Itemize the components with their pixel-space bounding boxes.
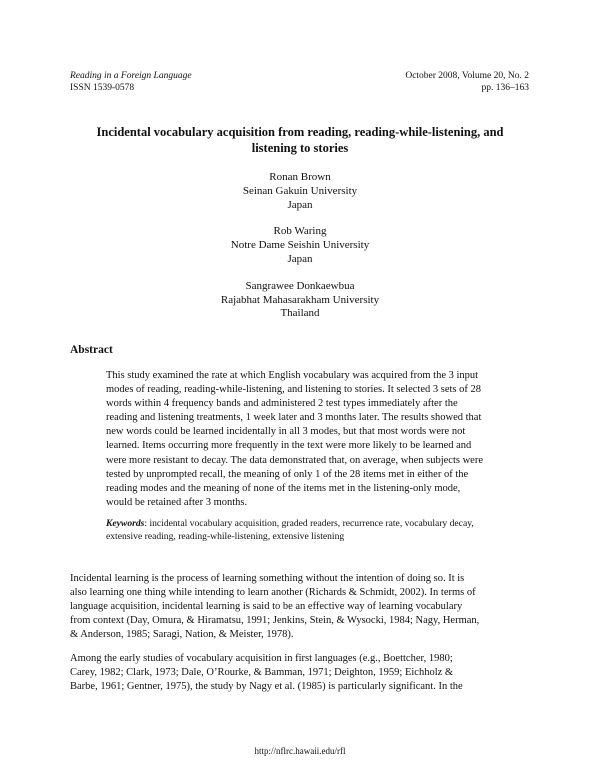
author-affiliation: Seinan Gakuin University: [242, 184, 358, 197]
body-paragraph-2: [70, 652, 532, 694]
paper-title: [70, 124, 530, 156]
paragraph-line: from context (Day, Omura, & Hiramatsu, 1991; Jenkins, Stein, & Wysocki, 1984; Nagy, Herman,: [70, 615, 480, 627]
paragraph-line: Incidental learning is the process of learning something without the intention of doing so. It is: [70, 573, 465, 584]
author-name: Ronan Brown: [269, 171, 331, 183]
footer-url: http://nflrc.hawaii.edu/rfl: [254, 746, 346, 756]
keywords: [106, 517, 534, 543]
paragraph-line: language acquisition, incidental learning is said to be an effective way of learning vocabulary: [70, 601, 463, 613]
abstract-heading: Abstract: [70, 344, 113, 356]
header-left: [70, 70, 192, 94]
header-right: [405, 70, 529, 94]
author-country: Japan: [287, 252, 313, 265]
paragraph-line: Carey, 1982; Clark, 1973; Dale, O’Rourke, & Bamman, 1971; Deighton, 1959; Eichholz &: [70, 667, 454, 679]
abstract-line: were more resistant to decay. The data demonstrated that, on average, when subjects were: [106, 454, 483, 466]
author-country: Japan: [287, 198, 313, 211]
abstract-line: learned. Items occurring more frequently in the text were more likely to be learned and: [106, 440, 472, 452]
issue-info: October 2008, Volume 20, No. 2: [405, 71, 529, 81]
keywords-line-2: extensive reading, reading-while-listening, extensive listening: [106, 531, 345, 542]
abstract-line: reading and listening treatments, 1 week later and 3 months later. The results showed that: [106, 412, 482, 424]
author-affiliation: Notre Dame Seishin University: [230, 239, 370, 252]
abstract-line: This study examined the rate at which English vocabulary was acquired from the 3 input: [106, 370, 479, 381]
abstract-line: reading modes and the meaning of none of the items met in the listening-only mode,: [106, 482, 461, 494]
abstract-line: would be retained after 3 months.: [106, 496, 248, 508]
keywords-text: : incidental vocabulary acquisition, graded readers, recurrence rate, vocabulary decay,: [144, 518, 474, 529]
title-line-1: Incidental vocabulary acquisition from reading, reading-while-listening, and: [96, 125, 504, 139]
abstract-line: new words could be learned incidentally in all 3 modes, but that most words were not: [106, 426, 466, 438]
abstract-line: words within 4 frequency bands and administered 2 test types immediately after the: [106, 398, 458, 410]
paragraph-line: & Anderson, 1985; Saragi, Nation, & Meister, 1978).: [70, 629, 294, 641]
paragraph-line: also learning one thing while intending to learn another (Richards & Schmidt, 2002). In terms of: [70, 587, 476, 599]
abstract-line: modes of reading, reading-while-listening, and listening to stories. It selected 3 sets of 28: [106, 384, 481, 396]
body-paragraph-1: [70, 572, 532, 642]
abstract-line: tested by unprompted recall, the meaning of only 1 of the 28 items met in either of the: [106, 468, 469, 480]
author-block: [70, 280, 530, 321]
author-block: [70, 225, 530, 266]
keywords-line-1: [106, 517, 534, 530]
author-block: [70, 171, 530, 212]
author-list: [70, 171, 530, 334]
author-name: Sangrawee Donkaewbua: [245, 279, 355, 292]
author-country: Thailand: [280, 307, 320, 320]
page-range: pp. 136–163: [481, 83, 529, 93]
author-affiliation: Rajabhat Mahasarakham University: [220, 293, 380, 306]
journal-name: Reading in a Foreign Language: [70, 71, 192, 81]
author-name: Rob Waring: [273, 225, 327, 238]
paragraph-line: Among the early studies of vocabulary acquisition in first languages (e.g., Boettcher, 1980;: [70, 653, 453, 664]
abstract-body: [106, 369, 534, 510]
title-line-2: listening to stories: [251, 141, 349, 155]
paragraph-line: Barbe, 1961; Gentner, 1975), the study by Nagy et al. (1985) is particularly significant. In the: [70, 681, 463, 693]
keywords-label: Keywords: [106, 518, 145, 529]
issn: ISSN 1539-0578: [70, 83, 135, 93]
